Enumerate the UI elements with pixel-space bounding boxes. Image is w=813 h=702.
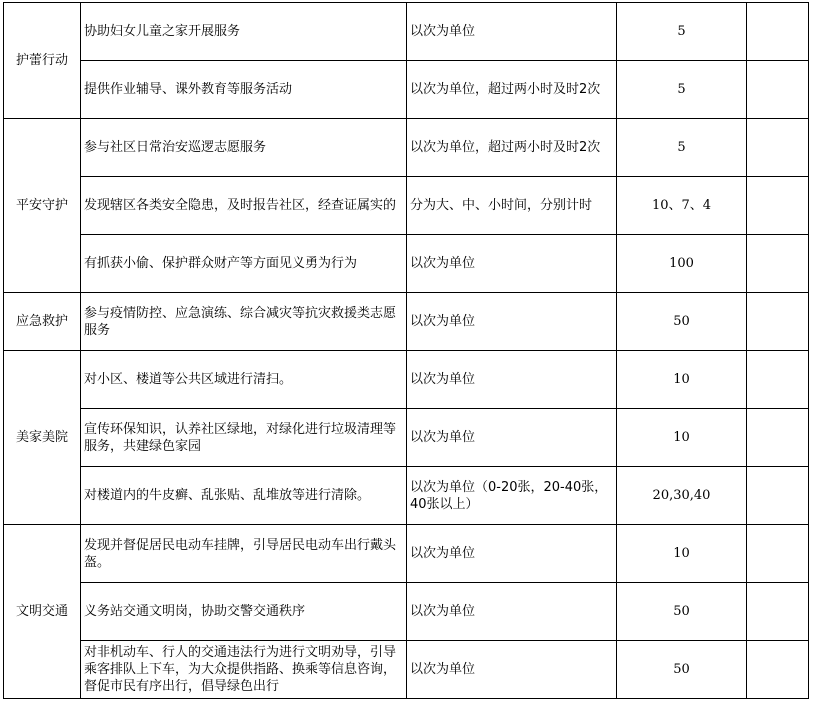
unit-cell: 以次为单位 [407, 525, 617, 583]
points-cell: 5 [617, 3, 747, 61]
empty-cell [747, 3, 809, 61]
unit-cell: 以次为单位 [407, 3, 617, 61]
table-row [4, 641, 809, 699]
points-cell: 20,30,40 [617, 467, 747, 525]
description-cell: 发现辖区各类安全隐患，及时报告社区，经查证属实的 [81, 177, 407, 235]
points-cell: 5 [617, 61, 747, 119]
description-cell: 宣传环保知识，认养社区绿地，对绿化进行垃圾清理等服务，共建绿色家园 [81, 409, 407, 467]
unit-cell: 以次为单位，超过两小时及时2次 [407, 119, 617, 177]
empty-cell [747, 583, 809, 641]
description-cell: 对楼道内的牛皮癣、乱张贴、乱堆放等进行清除。 [81, 467, 407, 525]
empty-cell [747, 293, 809, 351]
points-cell: 100 [617, 235, 747, 293]
category-cell: 平安守护 [4, 119, 81, 293]
empty-cell [747, 641, 809, 699]
unit-cell: 以次为单位 [407, 351, 617, 409]
empty-cell [747, 467, 809, 525]
description-cell: 义务站交通文明岗，协助交警交通秩序 [81, 583, 407, 641]
category-cell: 美家美院 [4, 351, 81, 525]
empty-cell [747, 409, 809, 467]
description-cell: 有抓获小偷、保护群众财产等方面见义勇为行为 [81, 235, 407, 293]
points-cell: 50 [617, 583, 747, 641]
table-row [4, 61, 809, 119]
unit-cell: 以次为单位 [407, 235, 617, 293]
points-cell: 10、7、4 [617, 177, 747, 235]
empty-cell [747, 235, 809, 293]
unit-cell: 分为大、中、小时间，分别计时 [407, 177, 617, 235]
empty-cell [747, 177, 809, 235]
unit-cell: 以次为单位 [407, 409, 617, 467]
table-row [4, 409, 809, 467]
empty-cell [747, 351, 809, 409]
unit-cell: 以次为单位 [407, 293, 617, 351]
empty-cell [747, 119, 809, 177]
table-row [4, 235, 809, 293]
category-cell: 应急救护 [4, 293, 81, 351]
description-cell: 协助妇女儿童之家开展服务 [81, 3, 407, 61]
table-body [4, 3, 809, 699]
empty-cell [747, 525, 809, 583]
unit-cell: 以次为单位 [407, 583, 617, 641]
table-row [4, 525, 809, 583]
description-cell: 对小区、楼道等公共区域进行清扫。 [81, 351, 407, 409]
points-cell: 10 [617, 525, 747, 583]
description-cell: 对非机动车、行人的交通违法行为进行文明劝导，引导乘客排队上下车，为大众提供指路、换乘等信息咨询，督促市民有序出行，倡导绿色出行 [81, 641, 407, 699]
points-cell: 50 [617, 641, 747, 699]
description-cell: 参与社区日常治安巡逻志愿服务 [81, 119, 407, 177]
empty-cell [747, 61, 809, 119]
table-row [4, 467, 809, 525]
category-cell: 护蕾行动 [4, 3, 81, 119]
category-cell: 文明交通 [4, 525, 81, 699]
points-cell: 50 [617, 293, 747, 351]
unit-cell: 以次为单位，超过两小时及时2次 [407, 61, 617, 119]
unit-cell: 以次为单位 [407, 641, 617, 699]
table-row [4, 119, 809, 177]
description-cell: 提供作业辅导、课外教育等服务活动 [81, 61, 407, 119]
table-row [4, 351, 809, 409]
table-row [4, 177, 809, 235]
table-row [4, 293, 809, 351]
table-row [4, 583, 809, 641]
points-cell: 5 [617, 119, 747, 177]
table-row [4, 3, 809, 61]
description-cell: 发现并督促居民电动车挂牌，引导居民电动车出行戴头盔。 [81, 525, 407, 583]
points-cell: 10 [617, 409, 747, 467]
points-cell: 10 [617, 351, 747, 409]
description-cell: 参与疫情防控、应急演练、综合减灾等抗灾救援类志愿服务 [81, 293, 407, 351]
points-rules-table [3, 2, 809, 699]
unit-cell: 以次为单位（0-20张，20-40张，40张以上） [407, 467, 617, 525]
